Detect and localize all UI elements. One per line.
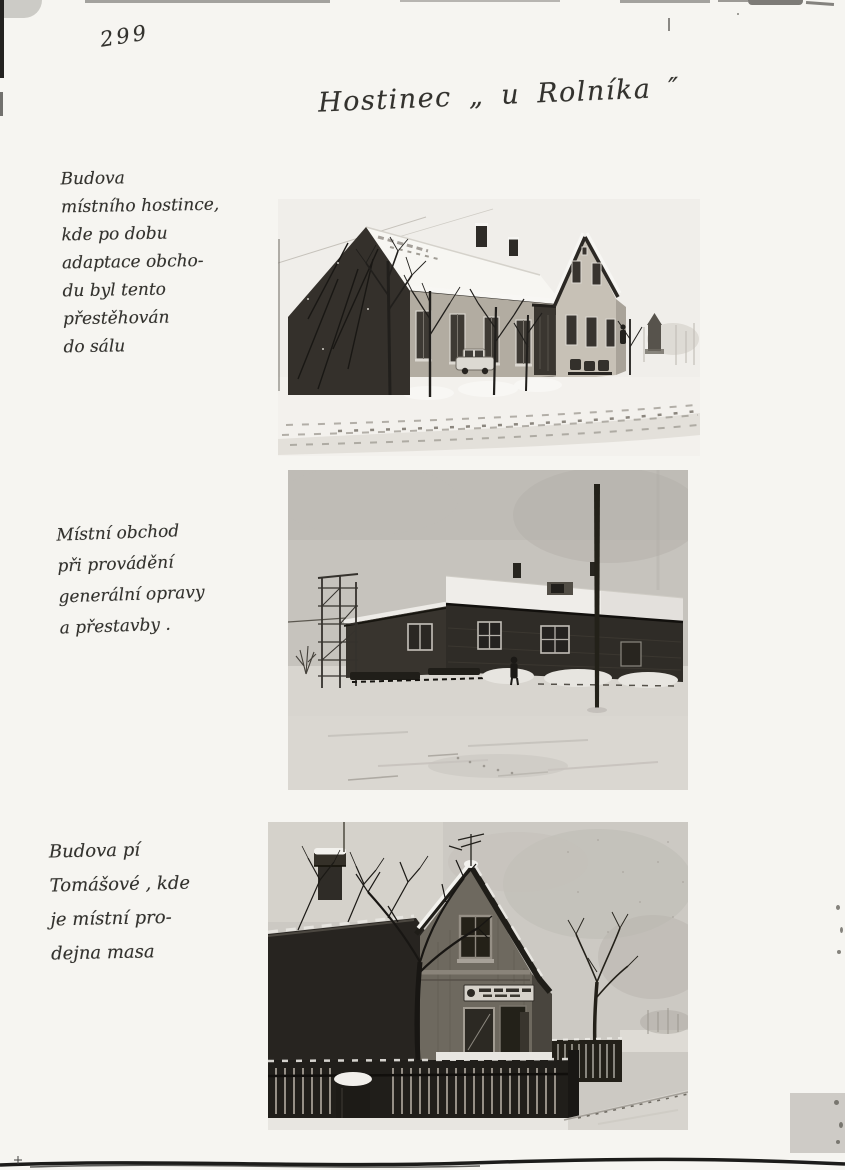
caption-line: generální opravy [58, 582, 205, 608]
caption-photo-3 [49, 833, 192, 972]
photo-shop-reconstruction [288, 470, 688, 790]
scan-speck [837, 950, 841, 954]
caption-line: a přestavby . [59, 614, 172, 639]
scan-artifact-top-left-smudge [0, 0, 42, 18]
caption-line: do sálu [63, 336, 126, 358]
chimney [314, 848, 346, 900]
caption-line: je místní pro- [50, 906, 172, 931]
caption-line: přestěhován [62, 307, 170, 330]
scan-artifact-top-dash [400, 0, 560, 2]
scan-artifact-left-mark [0, 92, 3, 116]
photo-1-graphic [278, 199, 700, 456]
dark-objects [568, 359, 612, 375]
scan-speck [836, 905, 840, 910]
scan-artifact-top-dash [85, 0, 330, 3]
gate-post [568, 1050, 579, 1118]
shop-sign [464, 985, 534, 1001]
caption-line: adaptace obcho- [61, 250, 204, 274]
caption-line: du byl tento [62, 279, 167, 302]
caption-line: při provádění [57, 552, 174, 577]
caption-line: kde po dobu [61, 223, 168, 246]
left-fence [268, 1050, 579, 1118]
scan-speck [839, 1122, 843, 1128]
left-dark-roof-mass [268, 916, 436, 1068]
scan-speck [834, 1100, 839, 1105]
scan-artifact-colon-mark [668, 18, 670, 31]
caption-line: Budova [60, 168, 126, 190]
scan-speck [836, 1140, 840, 1144]
scan-speck [840, 927, 843, 933]
scan-artifact-left-sliver [0, 0, 4, 78]
caption-line: místního hostince, [60, 194, 220, 218]
photo-meat-shop-house [268, 822, 688, 1130]
photo-2-graphic [288, 470, 688, 790]
caption-photo-2 [56, 515, 206, 644]
scan-artifact-top-slash [806, 1, 834, 5]
caption-photo-1 [60, 163, 222, 362]
pedestrian [620, 324, 626, 344]
caption-line: Tomášové , kde [49, 872, 191, 897]
photo-pub-building [278, 199, 700, 456]
foreground-snow [288, 716, 688, 790]
scan-artifact-top-blob [748, 0, 803, 5]
scan-artifact-top-dash [620, 0, 710, 3]
caption-line: Místní obchod [56, 521, 180, 546]
caption-line: dejna masa [50, 941, 155, 965]
scan-artifact-bottom-line [0, 1150, 845, 1170]
page-number: 299 [98, 20, 151, 52]
photo-3-graphic [268, 822, 688, 1130]
scan-speck [737, 13, 739, 15]
page-title: Hostinec „ u Rolníka ″ [317, 72, 681, 119]
scan-artifact-top-dash [718, 0, 748, 2]
caption-line: Budova pí [48, 839, 141, 863]
